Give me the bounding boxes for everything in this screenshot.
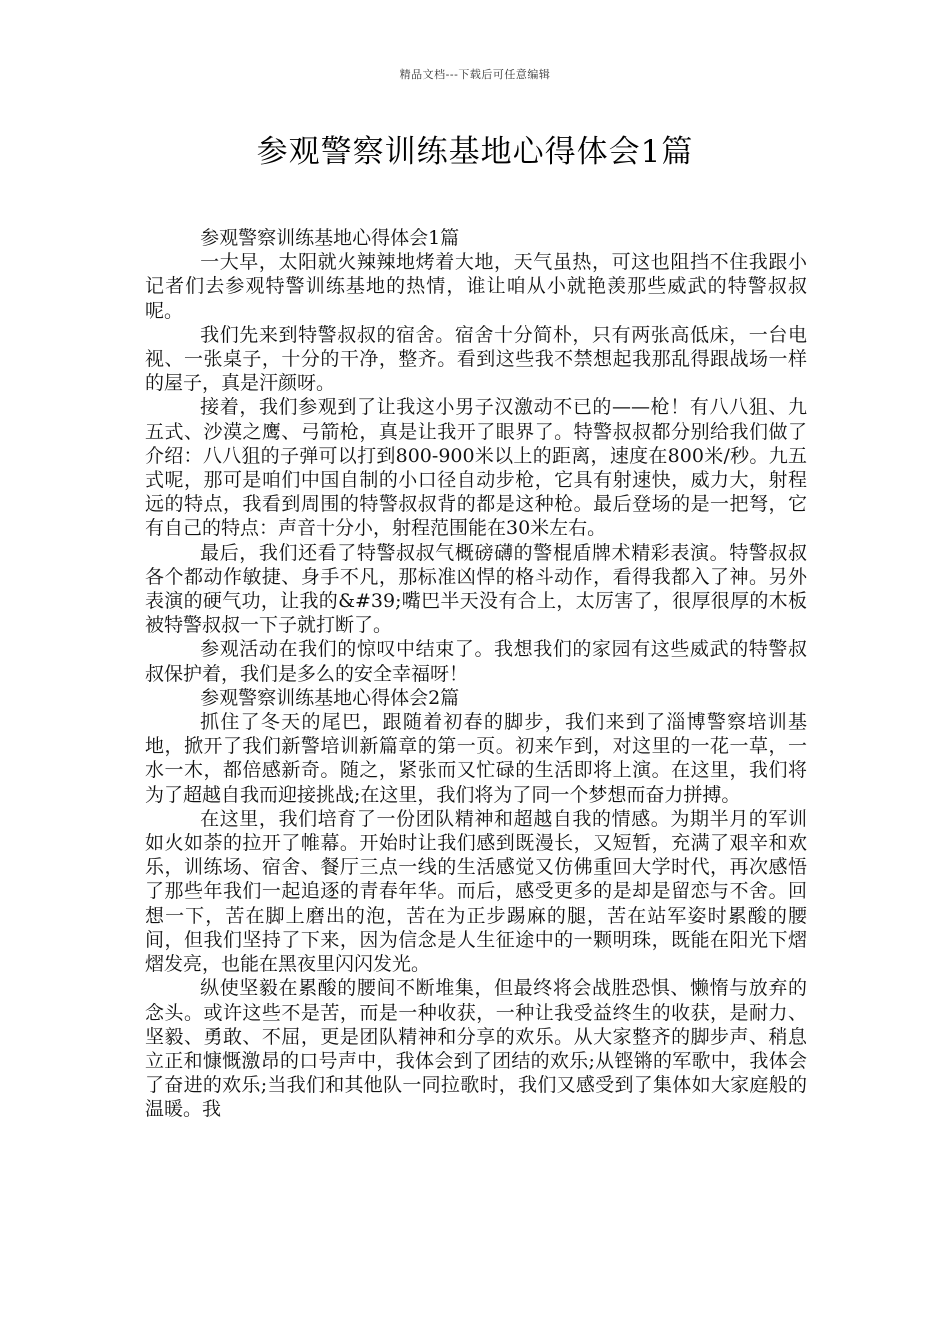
document-body — [145, 226, 807, 1122]
paragraph: 最后，我们还看了特警叔叔气概磅礴的警棍盾牌术精彩表演。特警叔叔各个都动作敏捷、身手不凡，那标准凶悍的格斗动作，看得我都入了神。另外表演的硬气功，让我的&#39;嘴巴半天没有合上，太厉害了，很厚很厚的木板被特警叔叔一下子就打断了。 — [145, 541, 807, 637]
paragraph: 参观警察训练基地心得体会1篇 — [200, 227, 460, 249]
paragraph: 在这里，我们培育了一份团队精神和超越自我的情感。为期半月的军训如火如荼的拉开了帷幕。开始时让我们感到既漫长，又短暂，充满了艰辛和欢乐，训练场、宿舍、餐厅三点一线的生活感觉又仿佛重回大学时代，再次感悟了那些年我们一起追逐的青春年华。而后，感受更多的是却是留恋与不舍。回想一下，苦在脚上磨出的泡，苦在为正步踢麻的腿，苦在站军姿时累酸的腰间，但我们坚持了下来，因为信念是人生征途中的一颗明珠，既能在阳光下熠熠发亮，也能在黑夜里闪闪发光。 — [145, 807, 807, 976]
paragraph: 纵使坚毅在累酸的腰间不断堆集，但最终将会战胜恐惧、懒惰与放弃的念头。或许这些不是苦，而是一种收获，一种让我受益终生的收获，是耐力、坚毅、勇敢、不屈，更是团队精神和分享的欢乐。从大家整齐的脚步声、稍息立正和慷慨激昂的口号声中，我体会到了团结的欢乐;从铿锵的军歌中，我体会了奋进的欢乐;当我们和其他队一同拉歌时，我们又感受到了集体如大家庭般的温暖。我 — [145, 977, 807, 1121]
paragraph: 参观警察训练基地心得体会2篇 — [200, 686, 460, 709]
document-title: 参观警察训练基地心得体会1篇 — [256, 134, 694, 170]
paragraph: 我们先来到特警叔叔的宿舍。宿舍十分简朴，只有两张高低床，一台电视、一张桌子，十分的干净，整齐。看到这些我不禁想起我那乱得跟战场一样的屋子，真是汗颜呀。 — [145, 323, 807, 395]
paragraph: 一大早，太阳就火辣辣地烤着大地，天气虽热，可这也阻挡不住我跟小记者们去参观特警训练基地的热情，谁让咱从小就艳羡那些威武的特警叔叔呢。 — [145, 251, 807, 322]
header-note: 精品文档---下载后可任意编辑 — [399, 68, 551, 81]
paragraph: 接着，我们参观到了让我这小男子汉激动不已的——枪！有八八狙、九五式、沙漠之鹰、弓箭枪，真是让我开了眼界了。特警叔叔都分别给我们做了介绍：八八狙的子弹可以打到800-900米以上的距离，速度在800米/秒。九五式呢，那可是咱们中国自制的小口径自动步枪，它具有射速快，威力大，射程远的特点，我看到周围的特警叔叔背的都是这种枪。最后登场的是一把弩，它有自己的特点：声音十分小，射程范围能在30米左右。 — [145, 396, 807, 540]
paragraph: 抓住了冬天的尾巴，跟随着初春的脚步，我们来到了淄博警察培训基地，掀开了我们新警培训新篇章的第一页。初来乍到，对这里的一花一草，一水一木，都倍感新奇。随之，紧张而又忙碌的生活即将上演。在这里，我们将为了超越自我而迎接挑战;在这里，我们将为了同一个梦想而奋力拼搏。 — [145, 711, 807, 806]
paragraph: 参观活动在我们的惊叹中结束了。我想我们的家园有这些威武的特警叔叔保护着，我们是多么的安全幸福呀！ — [145, 638, 807, 685]
